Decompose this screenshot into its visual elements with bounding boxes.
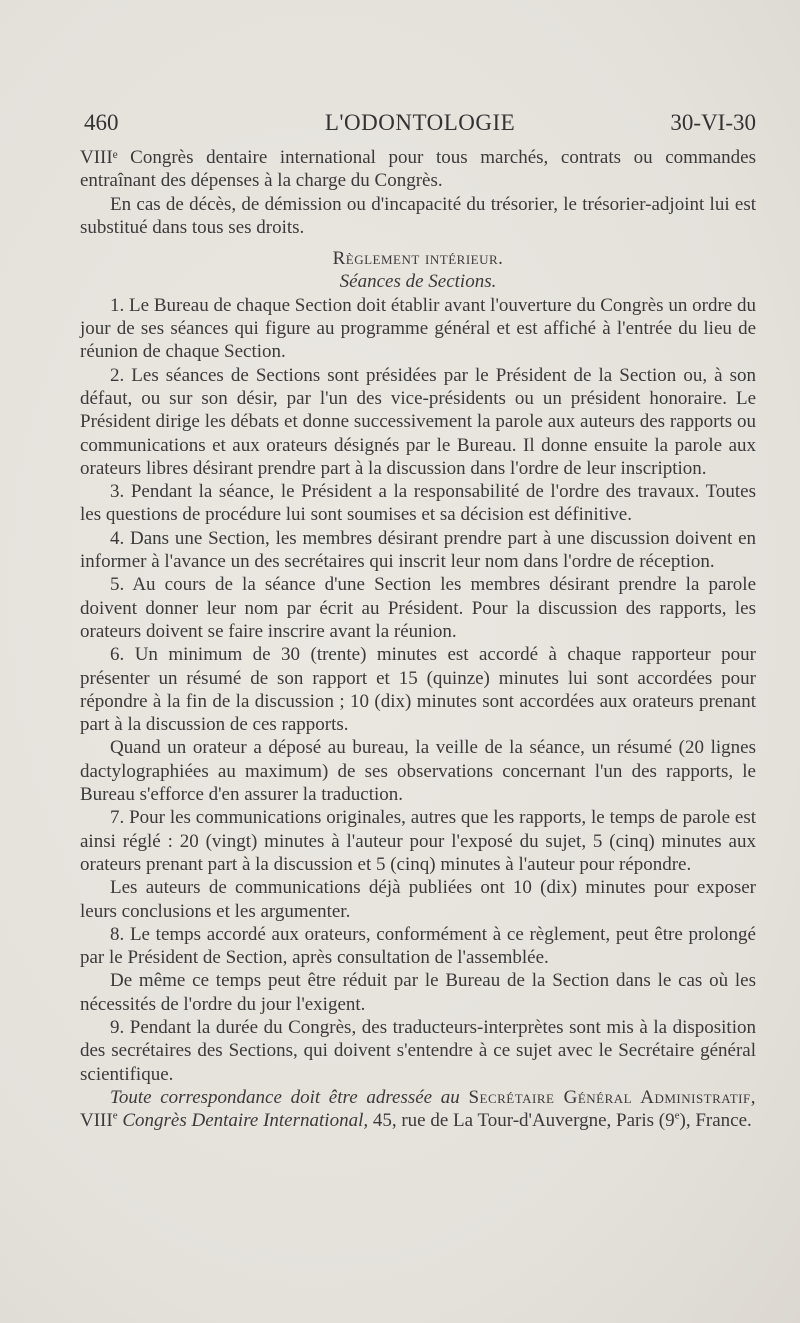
paragraph-continuation: VIIIᵉ Congrès dentaire international pour tous marchés, contrats ou commandes entraînant des dépenses à la charge du Congrès.	[80, 147, 756, 192]
subsection-heading: Séances de Sections.	[339, 271, 497, 293]
page-body	[80, 146, 756, 1132]
congress-sup: e	[112, 1109, 118, 1122]
article-6: 6. Un minimum de 30 (trente) minutes est accordé à chaque rapporteur pour présenter un résumé de son rapport et 15 (quinze) minutes lui sont accordées pour répondre à la fin de la discussion ; 10 (dix) minutes sont accordées aux orateurs prenant part à la discussion de ces rapports.	[80, 644, 756, 736]
closing-note	[80, 1086, 756, 1133]
article-4: 4. Dans une Section, les membres désirant prendre part à une discussion doivent en informer à l'avance un des secrétaires qui inscrit leur nom dans l'ordre de réception.	[80, 527, 756, 573]
address-sup: e	[674, 1109, 680, 1122]
article-8: 8. Le temps accordé aux orateurs, conformément à ce règlement, peut être prolongé par le Président de Section, après consultation de l'assemblée.	[80, 923, 756, 969]
article-6-continued: Quand un orateur a déposé au bureau, la veille de la séance, un résumé (20 lignes dactylographiées au maximum) de ses observations concernant l'un des rapports, le Bureau s'efforce d'en assurer la traduction.	[80, 737, 756, 806]
congress-name: Congrès Dentaire International,	[122, 1110, 369, 1132]
article-2: 2. Les séances de Sections sont présidées par le Président de la Section ou, à son défaut, ou sur son désir, par l'un des vice-présidents ou un président honoraire. Le Président dirige les débats et donne successivement la parole aux auteurs des rapports ou communications et aux orateurs désignés par le Bureau. Il donne ensuite la parole aux orateurs libres désirant prendre part à la discussion dans l'ordre de leur inscription.	[80, 364, 756, 479]
paragraph-treasurer: En cas de décès, de démission ou d'incapacité du trésorier, le trésorier-adjoint lui est substitué dans tous ses droits.	[80, 193, 756, 238]
article-7-continued: Les auteurs de communications déjà publiées ont 10 (dix) minutes pour exposer leurs conclusions et les argumenter.	[80, 877, 756, 922]
article-8-continued: De même ce temps peut être réduit par le Bureau de la Section dans le cas où les nécessités de l'ordre du jour l'exigent.	[80, 970, 756, 1015]
closing-addressee: Secrétaire Général Administratif,	[468, 1086, 756, 1108]
closing-address: 45, rue de La Tour-d'Auvergne, Paris (9	[372, 1110, 675, 1132]
article-3: 3. Pendant la séance, le Président a la responsabilité de l'ordre des travaux. Toutes les questions de procédure lui sont soumises et sa décision est définitive.	[80, 481, 756, 526]
article-9: 9. Pendant la durée du Congrès, des traducteurs-interprètes sont mis à la disposition des secrétaires des Sections, qui doivent s'entendre à ce sujet avec le Secrétaire général scientifique.	[80, 1016, 756, 1085]
page-header	[84, 110, 756, 144]
closing-intro: Toute correspondance doit être adressée au	[110, 1086, 460, 1108]
article-1: 1. Le Bureau de chaque Section doit établir avant l'ouverture du Congrès un ordre du jour de ses séances qui figure au programme général et est affiché à l'entrée du lieu de réunion de chaque Section.	[80, 294, 756, 363]
address-end: ), France.	[679, 1110, 752, 1132]
page-number: 460	[84, 110, 119, 135]
congress-prefix: VIII	[80, 1110, 113, 1132]
section-heading: Règlement intérieur.	[332, 248, 504, 270]
article-7: 7. Pour les communications originales, autres que les rapports, le temps de parole est ainsi réglé : 20 (vingt) minutes à l'auteur pour l'exposé du sujet, 5 (cinq) minutes aux orateurs prenant part à la discussion et 5 (cinq) minutes à l'auteur pour répondre.	[80, 807, 756, 875]
article-5: 5. Au cours de la séance d'une Section les membres désirant prendre la parole doivent donner leur nom par écrit au Président. Pour la discussion des rapports, les orateurs doivent se faire inscrire avant la réunion.	[80, 574, 756, 642]
issue-date: 30-VI-30	[670, 110, 756, 135]
running-title: L'ODONTOLOGIE	[324, 110, 516, 135]
